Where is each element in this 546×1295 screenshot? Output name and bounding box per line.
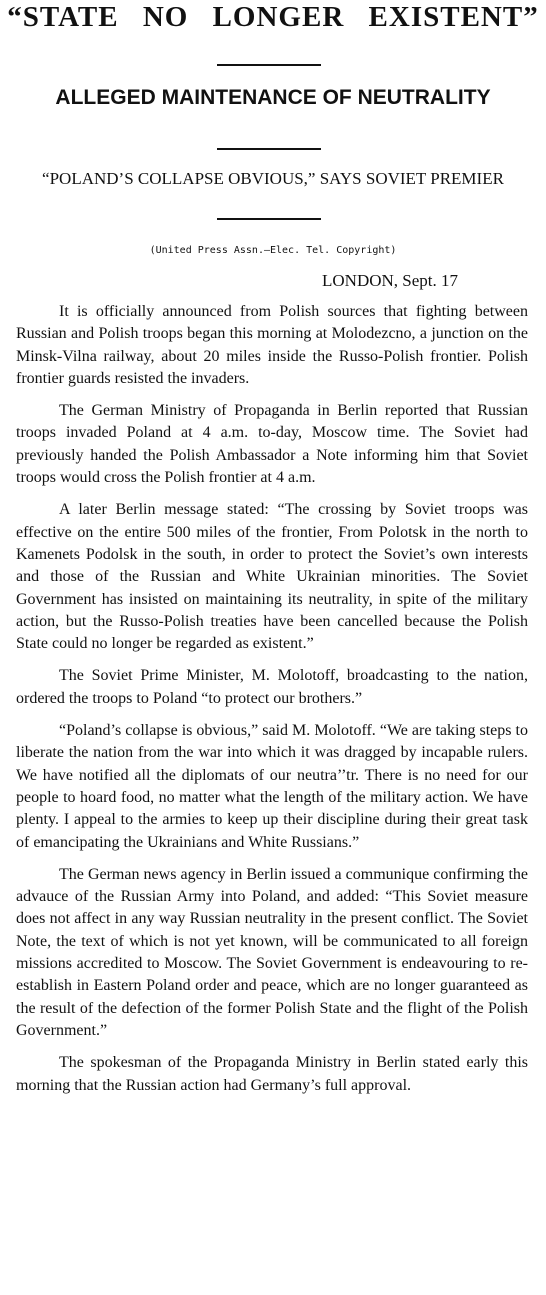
- paragraph: It is officially announced from Polish sources that fighting between Russian and Polish troops began this morning at Molodezcno, a junction on the Minsk-Vilna railway, about 20 miles inside the Russo-Polish frontier. Polish frontier guards resisted the invaders.: [16, 303, 528, 387]
- paragraph: The German Ministry of Propaganda in Berlin reported that Russian troops invaded Poland at 4 a.m. to-day, Moscow time. The Soviet had previously handed the Polish Ambassador a Note informing him that Soviet troops would cross the Polish frontier at 4 a.m.: [16, 402, 528, 487]
- article-body: [16, 301, 528, 1107]
- deck-divider: [217, 218, 321, 220]
- paragraph: The spokesman of the Propaganda Ministry in Berlin stated early this morning that the Russian action had Germany’s full approval.: [16, 1054, 528, 1094]
- paragraph: The Soviet Prime Minister, M. Molotoff, broadcasting to the nation, ordered the troops to Poland “to protect our brothers.”: [16, 667, 528, 707]
- paragraph: “Poland’s collapse is obvious,” said M. Molotoff. “We are taking steps to liberate the nation from the war into which it was dragged by incapable rulers. We have notified all the diplomats of our neutra’’tr. There is no need for our people to hoard food, no matter what the length of the military action. We have plenty. I appeal to the armies to keep up their discipline during their great task of emancipating the Ukrainians and White Russians.”: [16, 722, 528, 851]
- headline: “STATE NO LONGER EXISTENT”: [7, 1, 539, 33]
- deck-headline: “POLAND’S COLLAPSE OBVIOUS,” SAYS SOVIET PREMIER: [42, 169, 504, 188]
- paragraph: The German news agency in Berlin issued a communique confirming the advauce of the Russian Army into Poland, and added: “This Soviet measure does not affect in any way Russian neutrality in the present conflict. The Soviet Note, the text of which is not yet known, will be communicated to all foreign missions accredited to Moscow. The Soviet Government is endeavouring to re-establish in Eastern Poland order and peace, which are no longer guaranteed as the result of the defection of the former Polish State and the flight of the Polish Government.”: [16, 865, 528, 1039]
- paragraph: A later Berlin message stated: “The crossing by Soviet troops was effective on the entire 500 miles of the frontier, From Polotsk in the north to Kamenets Podolsk in the south, in order to protect the Soviet’s own interests and those of the Russian and White Ukrainian minorities. The Soviet Government has insisted on maintaining its neutrality, in spite of the military action, but the Russo-Polish treaties have been cancelled because the Polish State could no longer be regarded as existent.”: [16, 501, 528, 653]
- subheadline: ALLEGED MAINTENANCE OF NEUTRALITY: [55, 86, 491, 109]
- headline-divider: [217, 64, 321, 66]
- dateline: LONDON, Sept. 17: [322, 271, 458, 290]
- subhead-divider: [217, 148, 321, 150]
- wire-credit: (United Press Assn.—Elec. Tel. Copyright): [149, 245, 397, 256]
